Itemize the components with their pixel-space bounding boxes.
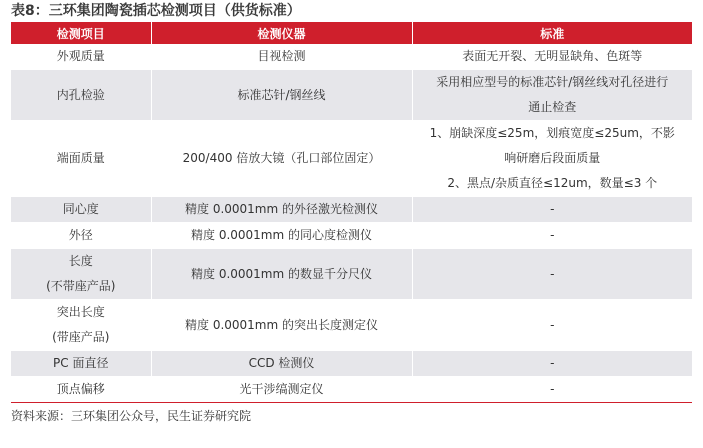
standard-text: - xyxy=(550,317,555,332)
standard-text: - xyxy=(550,356,555,370)
item-text: 突出长度 xyxy=(56,305,105,319)
item-cell xyxy=(11,223,151,249)
instrument-cell: 精度 0.0001mm 的同心度检测仪 xyxy=(151,223,412,249)
instrument-cell: 目视检测 xyxy=(151,44,412,70)
item-cell xyxy=(11,351,151,377)
item-cell xyxy=(11,70,151,121)
standard-cell xyxy=(412,300,692,351)
header-standard: 标准 xyxy=(412,22,692,44)
instrument-cell: 精度 0.0001mm 的突出长度测定仪 xyxy=(151,300,412,351)
table-row xyxy=(11,377,692,403)
table-row xyxy=(11,351,692,377)
item-cell xyxy=(11,377,151,403)
standard-text: 通止检查 xyxy=(528,100,577,114)
item-cell xyxy=(11,197,151,223)
item-text: 外径 xyxy=(68,228,93,242)
table-row xyxy=(11,223,692,249)
standard-cell xyxy=(412,351,692,377)
standard-text: 采用相应型号的标准芯针/钢丝线对孔径进行 xyxy=(436,75,669,89)
standard-text: - xyxy=(550,228,555,242)
standard-cell xyxy=(412,249,692,300)
item-text: (带座产品) xyxy=(52,330,110,344)
item-cell xyxy=(11,44,151,70)
item-text: PC 面直径 xyxy=(53,356,109,370)
standard-cell xyxy=(412,197,692,223)
standard-cell xyxy=(412,44,692,70)
instrument-cell: 光干涉缟测定仪 xyxy=(151,377,412,403)
item-text: 顶点偏移 xyxy=(56,382,105,396)
table-row xyxy=(11,121,692,197)
header-item: 检测项目 xyxy=(11,22,151,44)
standard-text: - xyxy=(550,382,555,396)
header-instrument: 检测仪器 xyxy=(151,22,412,44)
instrument-cell: 标准芯针/钢丝线 xyxy=(151,70,412,121)
item-text: 长度 xyxy=(68,254,93,268)
inspection-table xyxy=(11,22,692,403)
table-row xyxy=(11,44,692,70)
standard-cell xyxy=(412,223,692,249)
standard-cell xyxy=(412,121,692,197)
item-text: 同心度 xyxy=(62,202,99,216)
instrument-cell: 精度 0.0001mm 的数显千分尺仪 xyxy=(151,249,412,300)
standard-text: - xyxy=(550,202,555,216)
instrument-cell: 200/400 倍放大镜（孔口部位固定） xyxy=(151,121,412,197)
table-bottom-rule xyxy=(11,402,692,403)
standard-text: - xyxy=(550,266,555,281)
standard-cell xyxy=(412,377,692,403)
table-row xyxy=(11,300,692,351)
item-text: 端面质量 xyxy=(56,151,105,165)
standard-cell xyxy=(412,70,692,121)
standard-text: 表面无开裂、无明显缺角、色斑等 xyxy=(462,49,643,63)
instrument-cell: 精度 0.0001mm 的外径激光检测仪 xyxy=(151,197,412,223)
item-cell xyxy=(11,300,151,351)
table-row xyxy=(11,70,692,121)
item-text: (不带座产品) xyxy=(46,279,116,293)
item-cell xyxy=(11,249,151,300)
table-title: 表8：三环集团陶瓷插芯检测项目（供货标准） xyxy=(11,3,301,19)
source-note: 资料来源：三环集团公众号，民生证券研究院 xyxy=(11,409,252,423)
standard-text: 响研磨后段面质量 xyxy=(504,151,601,165)
standard-text: 1、崩缺深度≤25m，划痕宽度≤25um，不影 xyxy=(429,126,675,140)
item-text: 内孔检验 xyxy=(56,87,105,102)
item-cell xyxy=(11,121,151,197)
header-row xyxy=(11,22,692,44)
instrument-cell: CCD 检测仪 xyxy=(151,351,412,377)
table-row xyxy=(11,197,692,223)
item-text: 外观质量 xyxy=(56,49,105,63)
table-row xyxy=(11,249,692,300)
standard-text: 2、黑点/杂质直径≤12um，数量≤3 个 xyxy=(447,176,658,190)
